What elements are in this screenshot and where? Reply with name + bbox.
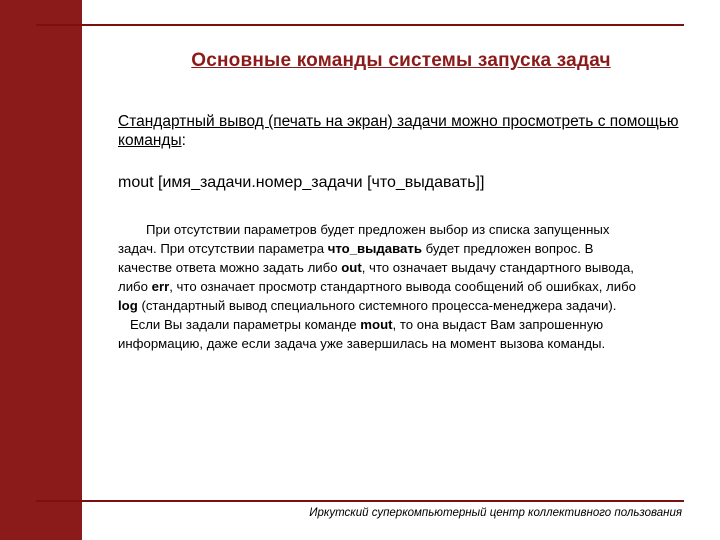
p1-bold-param: что_выдавать [327, 241, 422, 256]
description [118, 220, 638, 353]
command-syntax: mout [имя_задачи.номер_задачи [что_выдавать]] [118, 174, 485, 191]
top-divider [36, 24, 684, 26]
intro-colon: : [181, 132, 186, 149]
intro-underlined: Стандартный вывод (печать на экран) задачи можно просмотреть с помощью команды [118, 113, 679, 149]
p1-text-2: будет предложен вопрос. В качестве ответа можно задать либо [118, 241, 594, 275]
p1-text-5: (стандартный вывод специального системного процесса-менеджера задачи). [137, 298, 617, 313]
p1-bold-err: err [151, 279, 170, 294]
side-bar [0, 0, 82, 540]
p1-bold-out: out [341, 260, 362, 275]
p1-text-1: При отсутствии параметров будет предложен выбор из списка запущенных задач. При отсутствии параметра [118, 222, 610, 256]
p2-text-2: , то она выдаст Вам запрошенную информацию, даже если задача уже завершилась на момент вызова команды. [118, 317, 606, 351]
p1-bold-log: log [118, 298, 138, 313]
p1-text-3: , что означает выдачу стандартного вывода, либо [118, 260, 634, 294]
paragraph-1 [118, 220, 638, 315]
footer-text: Иркутский суперкомпьютерный центр коллективного пользования [309, 507, 682, 519]
p1-text-4: , что означает просмотр стандартного вывода сообщений об ошибках, либо [169, 279, 636, 294]
p2-text-1: Если Вы задали параметры команде [130, 317, 361, 332]
intro-text [118, 112, 698, 150]
bottom-divider [36, 500, 684, 502]
paragraph-2 [118, 315, 638, 353]
p2-bold-mout: mout [360, 317, 393, 332]
slide-title: Основные команды системы запуска задач [191, 50, 611, 71]
